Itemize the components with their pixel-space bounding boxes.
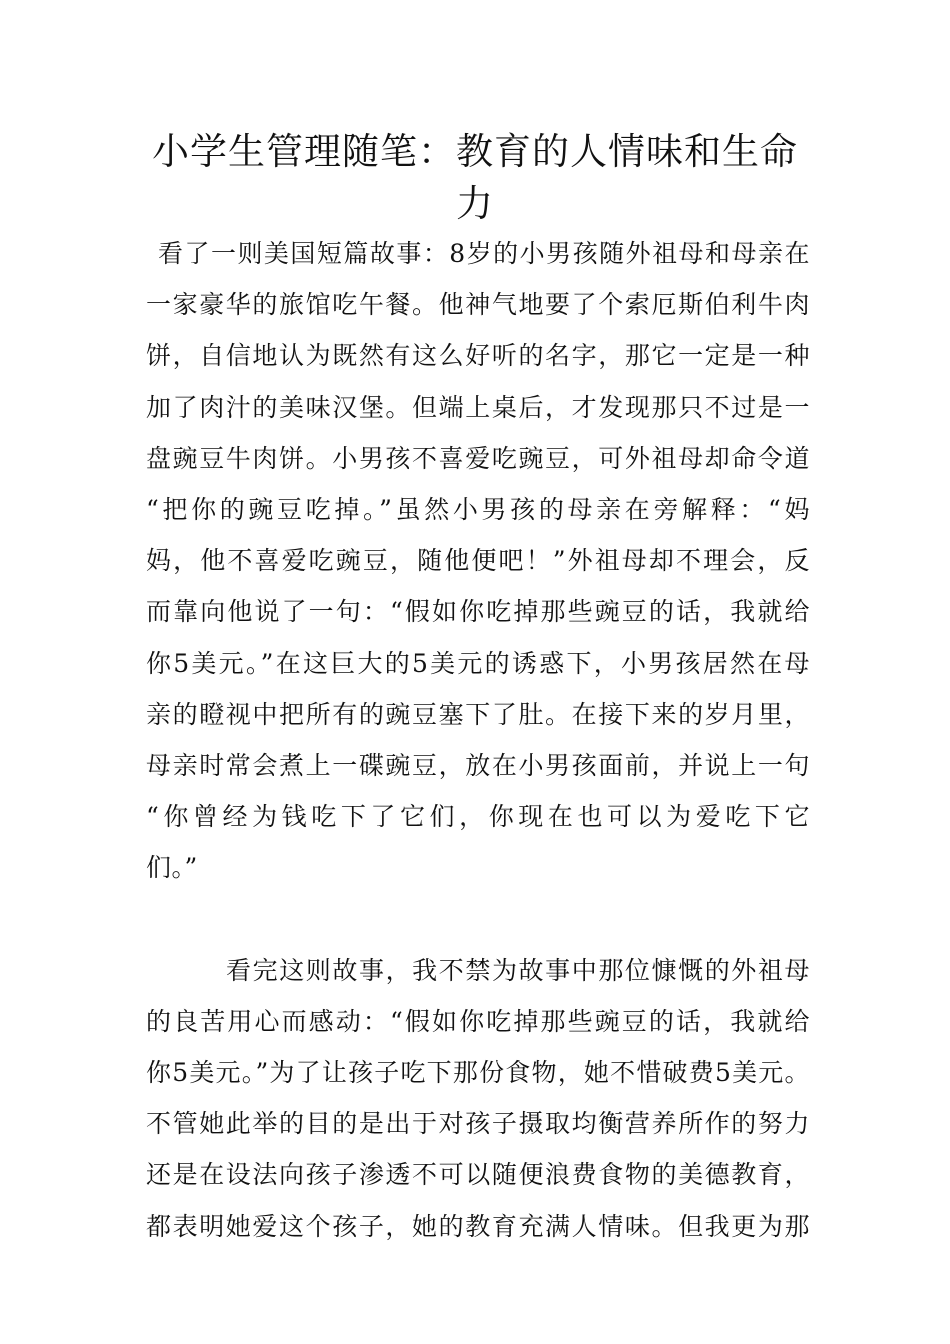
text-line: 还是在设法向孩子渗透不可以随便浪费食物的美德教育， bbox=[146, 1160, 810, 1190]
document-title bbox=[140, 126, 810, 230]
text-line: 加了肉汁的美味汉堡。但端上桌后，才发现那只不过是一 bbox=[146, 392, 810, 422]
paragraph-gap bbox=[146, 893, 810, 944]
text-line: 亲的瞪视中把所有的豌豆塞下了肚。在接下来的岁月里， bbox=[146, 699, 810, 729]
text-line: 都表明她爱这个孩子，她的教育充满人情味。但我更为那 bbox=[146, 1211, 810, 1241]
document-body bbox=[146, 228, 810, 1252]
text-line: 妈，他不喜爱吃豌豆，随他便吧！”外祖母却不理会，反 bbox=[146, 546, 810, 576]
text-line: 一家豪华的旅馆吃午餐。他神气地要了个索厄斯伯利牛肉 bbox=[146, 290, 810, 320]
text-line: 看完这则故事，我不禁为故事中那位慷慨的外祖母 bbox=[226, 955, 810, 985]
text-line: “把你的豌豆吃掉。”虽然小男孩的母亲在旁解释：“妈 bbox=[146, 494, 810, 524]
text-line: 的良苦用心而感动：“假如你吃掉那些豌豆的话，我就给 bbox=[146, 1006, 810, 1036]
title-line-1: 小学生管理随笔：教育的人情味和生命 bbox=[152, 130, 798, 173]
text-line: 母亲时常会煮上一碟豌豆，放在小男孩面前，并说上一句 bbox=[146, 750, 810, 780]
text-line: 不管她此举的目的是出于对孩子摄取均衡营养所作的努力 bbox=[146, 1109, 810, 1139]
text-line: 们。” bbox=[146, 853, 198, 883]
title-line-2: 力 bbox=[456, 182, 494, 225]
text-line: “你曾经为钱吃下了它们，你现在也可以为爱吃下它 bbox=[146, 802, 810, 832]
text-line: 你5美元。”在这巨大的5美元的诱惑下，小男孩居然在母 bbox=[146, 648, 810, 678]
paragraph-2 bbox=[146, 945, 810, 1252]
text-line: 看了一则美国短篇故事：8岁的小男孩随外祖母和母亲在 bbox=[158, 239, 810, 268]
paragraph-1 bbox=[146, 228, 810, 893]
text-line: 饼，自信地认为既然有这么好听的名字，那它一定是一种 bbox=[146, 341, 810, 371]
text-line: 盘豌豆牛肉饼。小男孩不喜爱吃豌豆，可外祖母却命令道 bbox=[146, 443, 810, 473]
text-line: 而靠向他说了一句：“假如你吃掉那些豌豆的话，我就给 bbox=[146, 597, 810, 627]
text-line: 你5美元。”为了让孩子吃下那份食物，她不惜破费5美元。 bbox=[146, 1058, 810, 1087]
